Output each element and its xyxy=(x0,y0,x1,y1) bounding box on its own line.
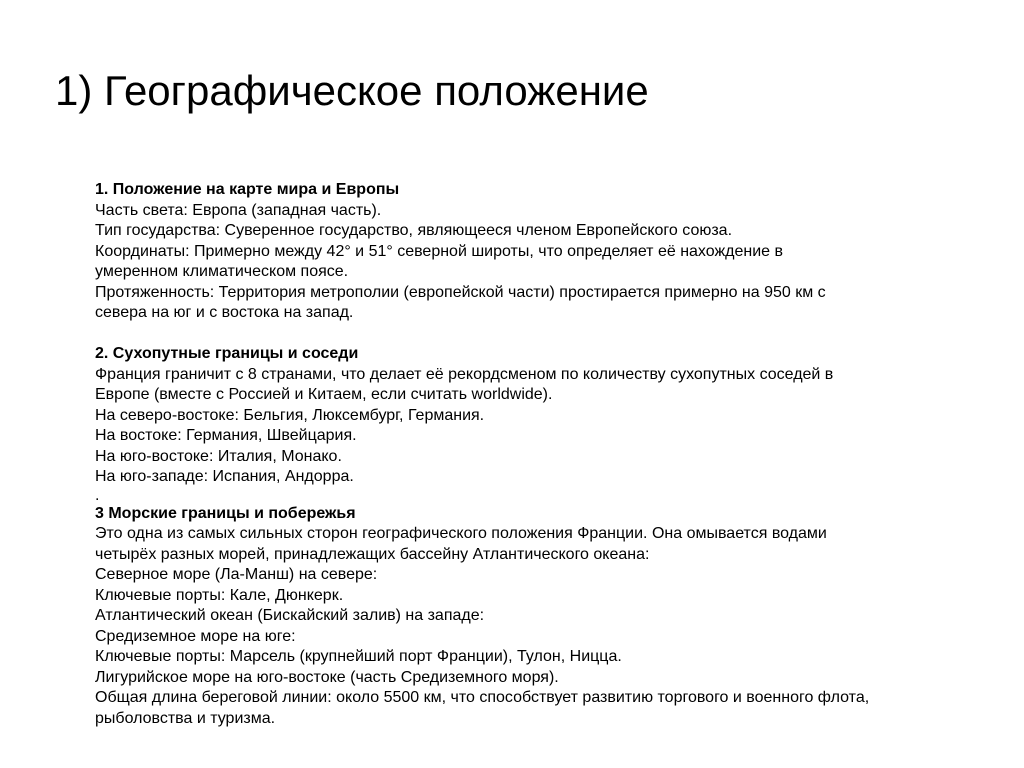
body-line: рыболовства и туризма. xyxy=(95,709,276,727)
section-land-borders xyxy=(95,344,995,504)
body-line: Средиземное море на юге: xyxy=(95,627,296,645)
body-line: Европе (вместе с Россией и Китаем, если считать worldwide). xyxy=(95,386,553,403)
body-line: Ключевые порты: Кале, Дюнкерк. xyxy=(95,586,344,604)
section-heading: 2. Сухопутные границы и соседи xyxy=(95,345,359,362)
body-line: Атлантический океан (Бискайский залив) на западе: xyxy=(95,607,485,624)
body-line: четырёх разных морей, принадлежащих бассейну Атлантического океана: xyxy=(95,545,650,563)
body-line: севера на юг и с востока на запад. xyxy=(95,304,354,321)
body-line: На юго-западе: Испания, Андорра. xyxy=(95,468,354,485)
body-line: умеренном климатическом поясе. xyxy=(95,263,349,280)
body-line: Часть света: Европа (западная часть). xyxy=(95,201,382,219)
body-line: Лигурийское море на юго-востоке (часть Средиземного моря). xyxy=(95,668,559,686)
body-line: Северное море (Ла-Манш) на севере: xyxy=(95,566,378,583)
body-line: Общая длина береговой линии: около 5500 км, что способствует развитию торгового и военного флота, xyxy=(95,689,870,706)
body-line: Тип государства: Суверенное государство, являющееся членом Европейского союза. xyxy=(95,222,733,239)
body-line: Координаты: Примерно между 42° и 51° северной широты, что определяет её нахождение в xyxy=(95,242,784,260)
trailing-dot: . xyxy=(95,486,100,504)
section-heading: 1. Положение на карте мира и Европы xyxy=(95,181,400,198)
section-position-on-map xyxy=(95,180,995,324)
section-heading: 3 Морские границы и побережья xyxy=(95,504,356,522)
body-line: Это одна из самых сильных сторон географического положения Франции. Она омывается водами xyxy=(95,525,827,542)
body-line: Франция граничит с 8 странами, что делает её рекордсменом по количеству сухопутных соседей в xyxy=(95,365,834,383)
slide-body xyxy=(95,180,995,729)
section-sea-borders xyxy=(95,504,995,730)
body-line: Ключевые порты: Марсель (крупнейший порт Франции), Тулон, Ницца. xyxy=(95,648,622,665)
body-line: На юго-востоке: Италия, Монако. xyxy=(95,447,342,465)
section-gap xyxy=(95,324,995,345)
body-line: На северо-востоке: Бельгия, Люксембург, Германия. xyxy=(95,406,485,424)
body-line: На востоке: Германия, Швейцария. xyxy=(95,427,357,444)
slide-title: 1) Географическое положение xyxy=(55,67,649,114)
body-line: Протяженность: Территория метрополии (европейской части) простирается примерно на 950 км с xyxy=(95,283,826,301)
